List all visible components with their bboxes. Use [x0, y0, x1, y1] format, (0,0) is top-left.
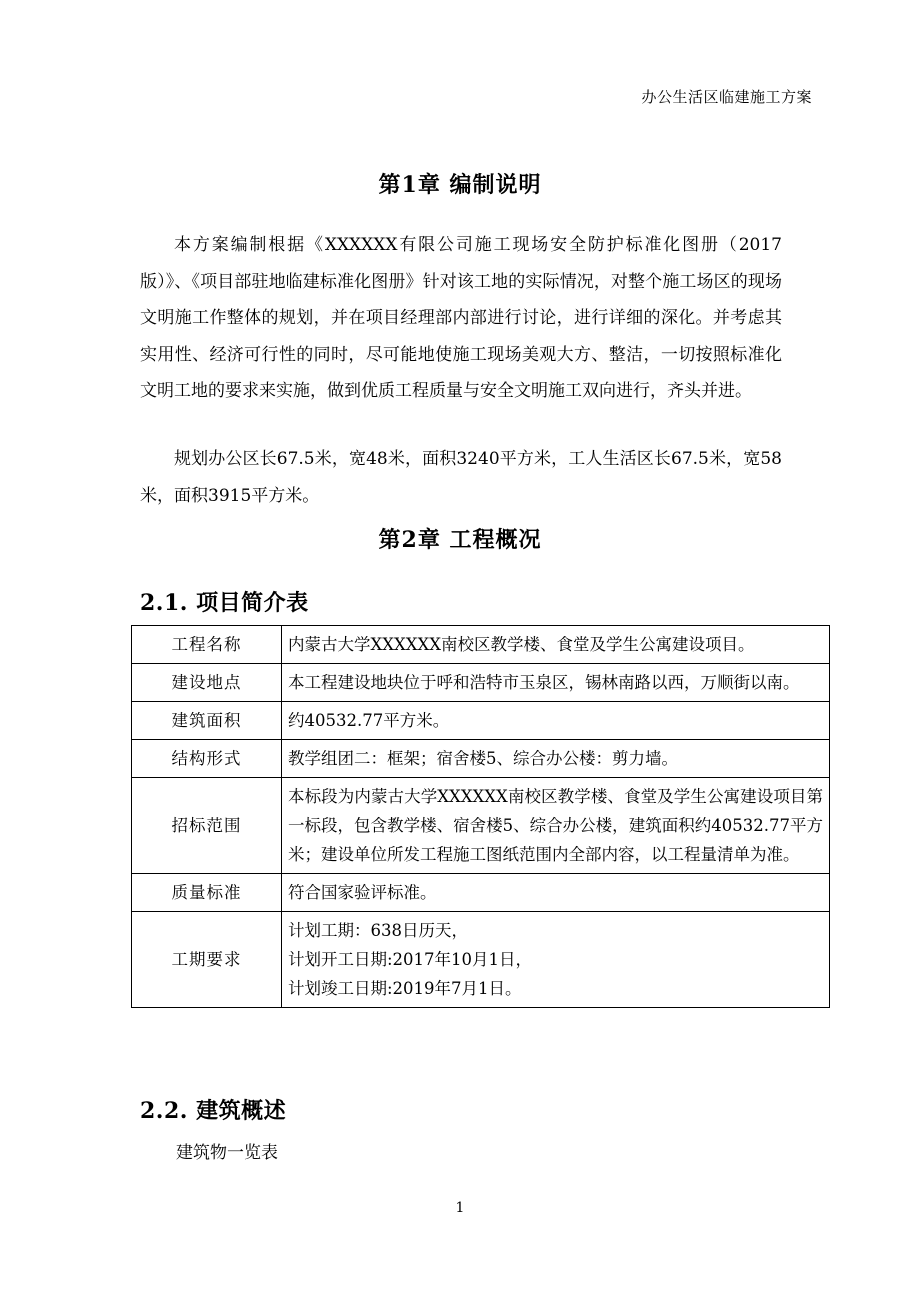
table-row — [132, 740, 830, 778]
row-value: 教学组团二：框架；宿舍楼5、综合办公楼：剪力墙。 — [282, 740, 830, 778]
chapter-2-title: 第2章 工程概况 — [378, 527, 542, 553]
section-2-1-title: 2.1. 项目简介表 — [140, 590, 309, 616]
chapter-1-paragraph-2: 规划办公区长67.5米，宽48米，面积3240平方米，工人生活区长67.5米，宽58米，面积3915平方米。 — [140, 449, 782, 506]
table-row — [132, 778, 830, 874]
row-label: 工程名称 — [132, 626, 282, 664]
planned-start-date: 计划开工日期:2017年10月1日， — [288, 950, 533, 969]
row-label: 建筑面积 — [132, 702, 282, 740]
table-row — [132, 702, 830, 740]
project-summary-table — [131, 625, 830, 1008]
table-row — [132, 874, 830, 912]
row-value: 约40532.77平方米。 — [282, 702, 830, 740]
planned-completion-date: 计划竣工日期:2019年7月1日。 — [288, 979, 522, 998]
row-label: 质量标准 — [132, 874, 282, 912]
row-value: 本标段为内蒙古大学XXXXXX南校区教学楼、食堂及学生公寓建设项目第一标段，包含教学楼、宿舍楼5、综合办公楼，建筑面积约40532.77平方米；建设单位所发工程施工图纸范围内全部内容，以工程量清单为准。 — [282, 778, 830, 874]
planned-duration: 计划工期：638日历天， — [288, 921, 468, 940]
chapter-1-title: 第1章 编制说明 — [378, 172, 542, 198]
table-row — [132, 664, 830, 702]
row-label: 建设地点 — [132, 664, 282, 702]
section-2-2-title: 2.2. 建筑概述 — [140, 1098, 287, 1124]
row-label: 工期要求 — [132, 912, 282, 1008]
row-value: 本工程建设地块位于呼和浩特市玉泉区，锡林南路以西，万顺街以南。 — [282, 664, 830, 702]
row-value: 内蒙古大学XXXXXX南校区教学楼、食堂及学生公寓建设项目。 — [282, 626, 830, 664]
table-row — [132, 912, 830, 1008]
row-label: 结构形式 — [132, 740, 282, 778]
row-value: 符合国家验评标准。 — [282, 874, 830, 912]
table-row — [132, 626, 830, 664]
page-number: 1 — [455, 1200, 465, 1216]
chapter-1-paragraph-1: 本方案编制根据《XXXXXX有限公司施工现场安全防护标准化图册（2017版）》、《项目部驻地临建标准化图册》针对该工地的实际情况，对整个施工场区的现场文明施工作整体的规划，并在项目经理部内部进行讨论，进行详细的深化。并考虑其实用性、经济可行性的同时，尽可能地使施工现场美观大方、整洁，一切按照标准化文明工地的要求来实施，做到优质工程质量与安全文明施工双向进行，齐头并进。 — [140, 235, 782, 401]
building-list-caption: 建筑物一览表 — [176, 1143, 278, 1163]
page-header: 办公生活区临建施工方案 — [641, 88, 812, 106]
row-value-schedule — [282, 912, 830, 1008]
row-label: 招标范围 — [132, 778, 282, 874]
